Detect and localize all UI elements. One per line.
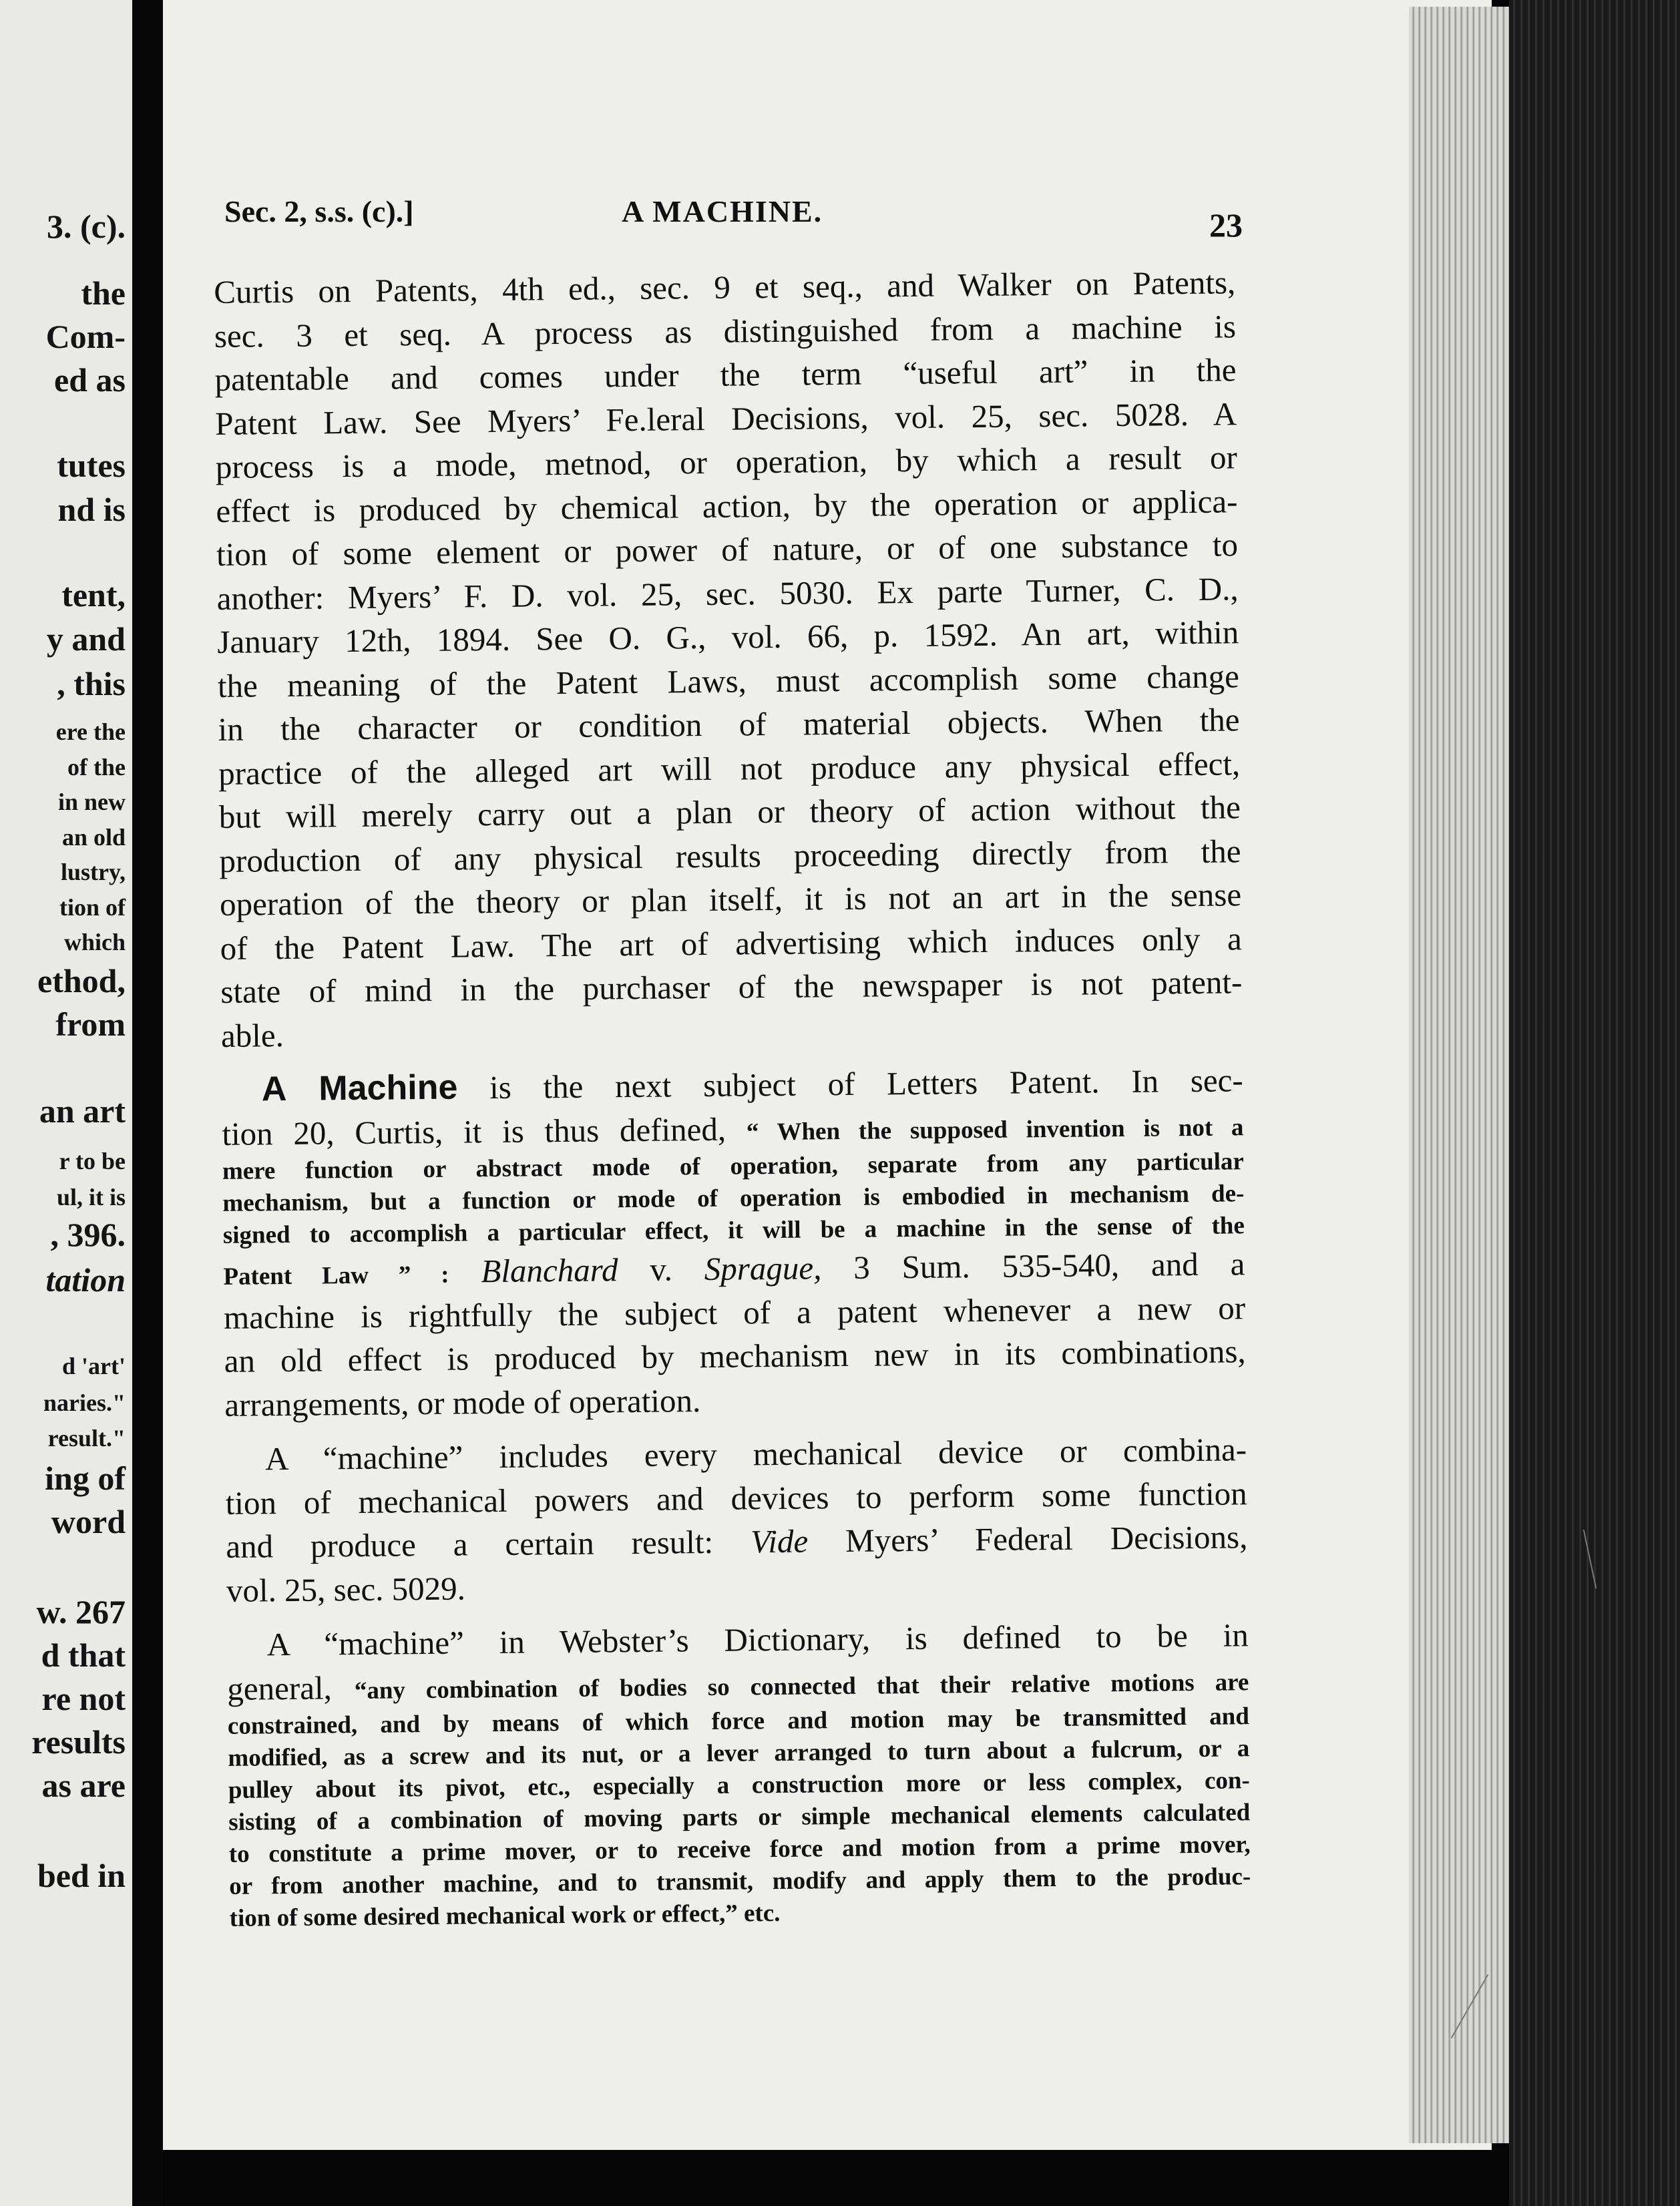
book-gutter [132, 0, 163, 2206]
quote-line: mere function or abstract mode of operation, separate from any particular [222, 1148, 1245, 1185]
left-page-fragment: w. 267 [36, 1593, 126, 1630]
text-line: Patent Law ” : Blanchard v. Sprague, 3 Sum. 535-540, and a [223, 1245, 1245, 1291]
left-page-fragment: 3. (c). [47, 208, 126, 245]
text-line: the meaning of the Patent Laws, must accomplish some change [217, 657, 1240, 704]
text-line: effect is produced by chemical action, by the operation or applica- [216, 482, 1238, 529]
page-edges [1409, 7, 1509, 2143]
left-page-fragment: ed as [54, 361, 126, 399]
text-line: A Machine is the next subject of Letters Patent. In sec- [261, 1062, 1243, 1109]
header-section-ref: Sec. 2, s.s. (c).] [224, 194, 414, 228]
left-page-fragment: word [51, 1503, 126, 1540]
text-line: tion 20, Curtis, it is thus defined, “ When the supposed invention is not a [222, 1110, 1244, 1152]
quote-line: constrained, and by means of which force and motion may be transmitted and [227, 1703, 1250, 1740]
book-edge-shadow [1509, 0, 1680, 2206]
left-page-fragment: , this [57, 665, 126, 702]
left-page-fragment: d that [41, 1636, 126, 1674]
text-line: vol. 25, sec. 5029. [226, 1569, 466, 1609]
quote-line: modified, as a screw and its nut, or a lever arranged to turn about a fulcrum, or a [228, 1735, 1250, 1772]
quote-line: sisting of a combination of moving parts or simple mechanical elements calculated [228, 1799, 1251, 1836]
quote-line: tion of some desired mechanical work or effect,” etc. [229, 1899, 781, 1932]
paragraph-webster-definition [226, 1613, 1251, 1935]
left-page-fragment: as are [41, 1767, 126, 1804]
left-page-fragment: nd is [57, 491, 126, 528]
paragraph-process [214, 260, 1243, 1058]
defined-term-a-machine: A Machine [261, 1068, 458, 1109]
left-page-fragment: tent, [61, 576, 126, 614]
paragraph-machine-includes [225, 1427, 1248, 1612]
left-page-fragment: the [81, 274, 126, 312]
page-body [214, 260, 1251, 1935]
quote-line: to constitute a prime mover, or to receive force and motion from a prime mover, [228, 1831, 1251, 1868]
paragraph-a-machine [221, 1058, 1246, 1427]
quote-line: or from another machine, and to transmit, modify and apply them to the produc- [229, 1863, 1251, 1900]
left-page-fragment: ethod, [37, 962, 126, 1000]
left-page-fragment: which [63, 929, 126, 955]
text-line: general, “any combination of bodies so connected that their relative motions are [227, 1668, 1249, 1707]
left-page-fragment: d 'art' [62, 1353, 126, 1379]
left-page-fragment: tation [45, 1261, 126, 1299]
left-page-fragment: lustry, [60, 859, 126, 885]
left-page-fragment: naries." [43, 1389, 126, 1416]
left-page-fragment: Com- [45, 318, 126, 355]
text-line: production of any physical results proceeding directly from the [219, 832, 1241, 879]
running-header [224, 194, 1243, 247]
text-line: an old effect is produced by mechanism new in its combinations, [224, 1333, 1246, 1379]
left-page-fragment: result." [47, 1425, 126, 1452]
left-page-fragment: of the [67, 754, 126, 781]
left-page-fragment: y and [46, 620, 126, 658]
text-line: Curtis on Patents, 4th ed., sec. 9 et seq., and Walker on Patents, [214, 264, 1236, 310]
left-page-fragment: an old [61, 824, 126, 851]
left-page-fragment: an art [39, 1092, 126, 1130]
text-line: machine is rightfully the subject of a patent whenever a new or [223, 1289, 1246, 1336]
left-page-fragment: ul, it is [56, 1184, 126, 1210]
text-line: sec. 3 et seq. A process as distinguished from a machine is [214, 307, 1237, 355]
quote-line: pulley about its pivot, etc., especially a construction more or less complex, con- [228, 1767, 1250, 1804]
quote-line: mechanism, but a function or mode of operation is embodied in mechanism de- [222, 1180, 1245, 1217]
left-page-fragment: ing of [45, 1460, 126, 1497]
header-title: A MACHINE. [622, 194, 823, 228]
text-line: but will merely carry out a plan or theory of action without the [218, 789, 1241, 835]
text-line: of the Patent Law. The art of advertising which induces only a [220, 919, 1242, 967]
text-line: operation of the theory or plan itself, it is not an art in the sense [219, 876, 1242, 923]
text-line: state of mind in the purchaser of the newspaper is not patent- [220, 963, 1243, 1010]
left-page-fragment: r to be [59, 1148, 126, 1174]
left-page-fragment: re not [41, 1680, 126, 1717]
text-line: in the character or condition of material objects. When the [218, 701, 1240, 748]
text-line: and produce a certain result: Vide Myers’ Federal Decisions, [226, 1518, 1248, 1565]
text-line: Patent Law. See Myers’ Fe.leral Decisions, vol. 25, sec. 5028. A [214, 395, 1237, 442]
text-line: January 12th, 1894. See O. G., vol. 66, p. 1592. An art, within [217, 614, 1239, 660]
text-line: tion of some element or power of nature, or of one substance to [216, 526, 1239, 573]
page-number: 23 [1209, 206, 1243, 244]
text-line: practice of the alleged art will not produce any physical effect, [218, 744, 1241, 792]
text-line: A “machine” in Webster’s Dictionary, is defined to be in [266, 1616, 1249, 1663]
text-line: A “machine” includes every mechanical device or combina- [264, 1431, 1247, 1478]
left-facing-page [0, 0, 132, 2206]
left-page-fragment: ere the [55, 718, 126, 745]
left-page-fragment: tion of [59, 894, 126, 921]
left-page-fragment: results [31, 1723, 126, 1761]
text-line: process is a mode, metnod, or operation, by which a result or [215, 439, 1238, 485]
text-line: arrangements, or mode of operation. [224, 1381, 701, 1423]
text-line: able. [220, 1016, 284, 1054]
text-line: tion of mechanical powers and devices to perform some function [225, 1474, 1247, 1522]
text-line: patentable and comes under the term “useful art” in the [214, 351, 1237, 398]
left-page-fragment: , 396. [50, 1216, 126, 1253]
text-line: another: Myers’ F. D. vol. 25, sec. 5030. Ex parte Turner, C. D., [216, 570, 1239, 617]
left-page-fragment: tutes [57, 447, 126, 484]
quote-line: signed to accomplish a particular effect, it will be a machine in the sense of the [222, 1212, 1245, 1249]
left-page-fragment: from [55, 1006, 126, 1043]
left-page-fragment: in new [57, 789, 126, 815]
left-page-fragment: bed in [37, 1857, 126, 1894]
